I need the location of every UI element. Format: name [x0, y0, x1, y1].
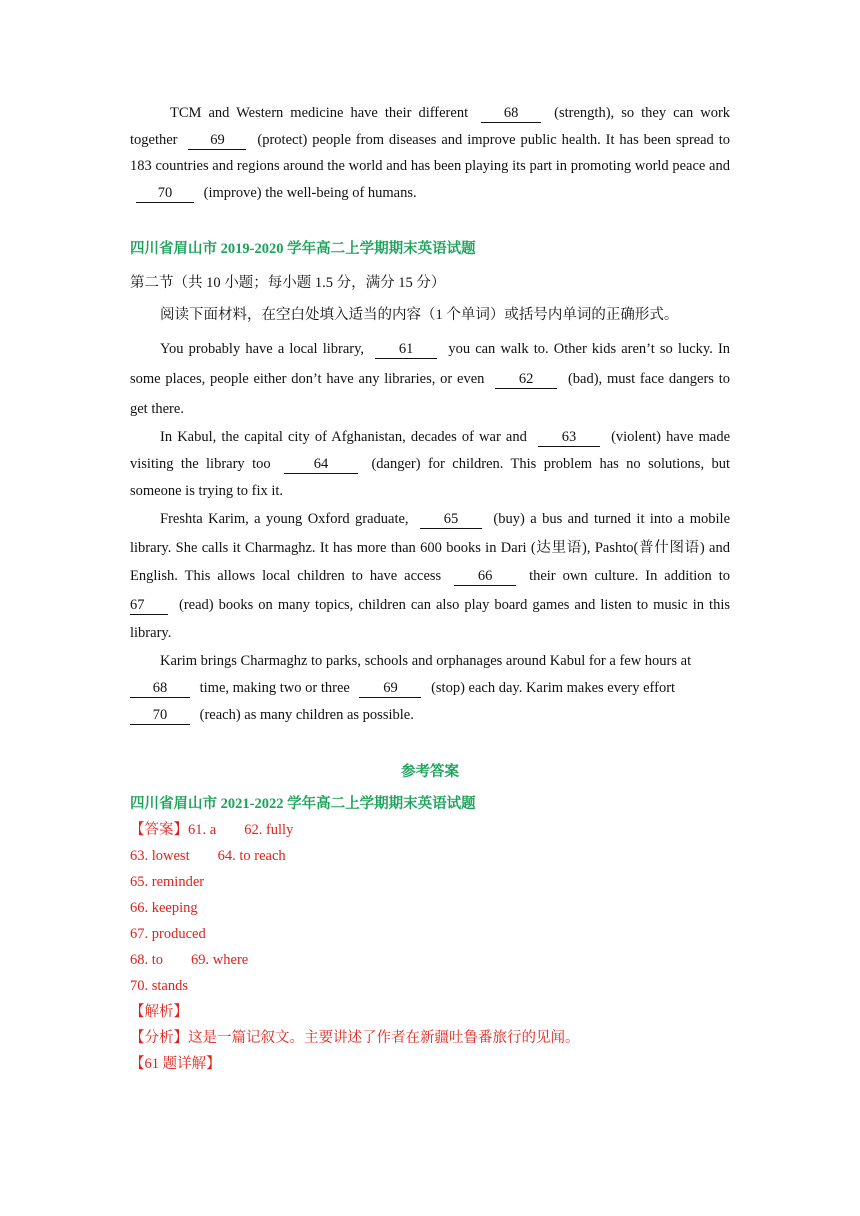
answer-66: 66. keeping	[130, 899, 198, 916]
section-subtitle: 第二节（共 10 小题；每小题 1.5 分，满分 15 分）	[130, 275, 446, 291]
text: you can walk to. Other kids aren’t so lucky. In some places, people either don’t have any libraries, or even	[130, 341, 731, 387]
passage-paragraph-5	[130, 648, 730, 729]
analysis-summary: 【分析】这是一篇记叙文。主要讲述了作者在新疆吐鲁番旅行的见闻。	[130, 1029, 580, 1046]
passage-paragraph-1	[130, 100, 730, 206]
text: TCM and Western medicine have their different	[170, 105, 469, 121]
text: (bad), must face dangers to get there.	[130, 371, 730, 417]
text: In Kabul, the capital city of Afghanistan, decades of war and	[160, 429, 527, 445]
instruction: 阅读下面材料，在空白处填入适当的内容（1 个单词）或括号内单词的正确形式。	[160, 307, 679, 323]
blank-63: 63	[538, 428, 600, 447]
blank-67: 67	[130, 596, 168, 615]
answers-heading: 参考答案	[401, 763, 459, 780]
blank-64: 64	[284, 455, 358, 474]
blank-69: 69	[188, 131, 246, 150]
answer-label: 【答案】	[130, 821, 188, 838]
blank-70: 70	[136, 184, 194, 203]
text: Freshta Karim, a young Oxford graduate,	[160, 511, 409, 527]
text: (stop) each day. Karim makes every effort	[431, 679, 676, 696]
text: (buy) a bus and turned it into a mobile library. She calls it Charmaghz. It has more than 600 books in Dari (达里语), Pashto(普什图语) and English. This allows local children to have access	[130, 511, 731, 584]
detail-61-label: 【61 题详解】	[130, 1055, 221, 1072]
answer-67: 67. produced	[130, 925, 206, 942]
answer-64: 64. to reach	[217, 847, 286, 864]
blank-68: 68	[481, 104, 541, 123]
analysis-label: 【解析】	[130, 1003, 188, 1020]
text: (read) books on many topics, children can also play board games and listen to music in this library.	[130, 596, 730, 641]
text: Karim brings Charmaghz to parks, schools and orphanages around Kabul for a few hours at	[160, 652, 692, 669]
text: time, making two or three	[199, 679, 350, 696]
passage-paragraph-4	[130, 505, 730, 648]
blank-68b: 68	[130, 679, 190, 698]
blank-70b: 70	[130, 706, 190, 725]
answer-63: 63. lowest	[130, 847, 190, 864]
text: (danger) for children. This problem has no solutions, but someone is trying to fix it.	[130, 456, 731, 499]
answer-62: 62. fully	[244, 821, 294, 838]
blank-66: 66	[454, 567, 516, 586]
answer-line-1	[130, 817, 730, 843]
text: (strength), so they can work together	[130, 105, 731, 148]
answer-line-2	[130, 843, 730, 869]
blank-61: 61	[375, 340, 437, 359]
answer-70: 70. stands	[130, 977, 188, 994]
answer-65: 65. reminder	[130, 873, 205, 890]
text: (reach) as many children as possible.	[199, 706, 414, 723]
text: You probably have a local library,	[160, 341, 365, 357]
text: (protect) people from diseases and improve public health. It has been spread to 183 countries and regions around the world and has been playing its part in promoting world peace and	[130, 131, 731, 174]
section-title: 四川省眉山市 2019-2020 学年高二上学期期末英语试题	[130, 241, 476, 257]
passage-paragraph-2	[130, 334, 730, 424]
answer-68: 68. to	[130, 951, 164, 968]
passage-paragraph-3	[130, 424, 730, 505]
text: (violent) have made visiting the library too	[130, 429, 731, 472]
blank-62: 62	[495, 370, 557, 389]
answer-61: 61. a	[188, 821, 217, 838]
answers-title: 四川省眉山市 2021-2022 学年高二上学期期末英语试题	[130, 795, 476, 812]
blank-65: 65	[420, 510, 482, 529]
blank-69b: 69	[359, 679, 421, 698]
answer-line-68-69	[130, 947, 730, 973]
text: their own culture. In addition to	[529, 568, 731, 584]
answer-69: 69. where	[191, 951, 249, 968]
text: (improve) the well-being of humans.	[203, 184, 417, 201]
